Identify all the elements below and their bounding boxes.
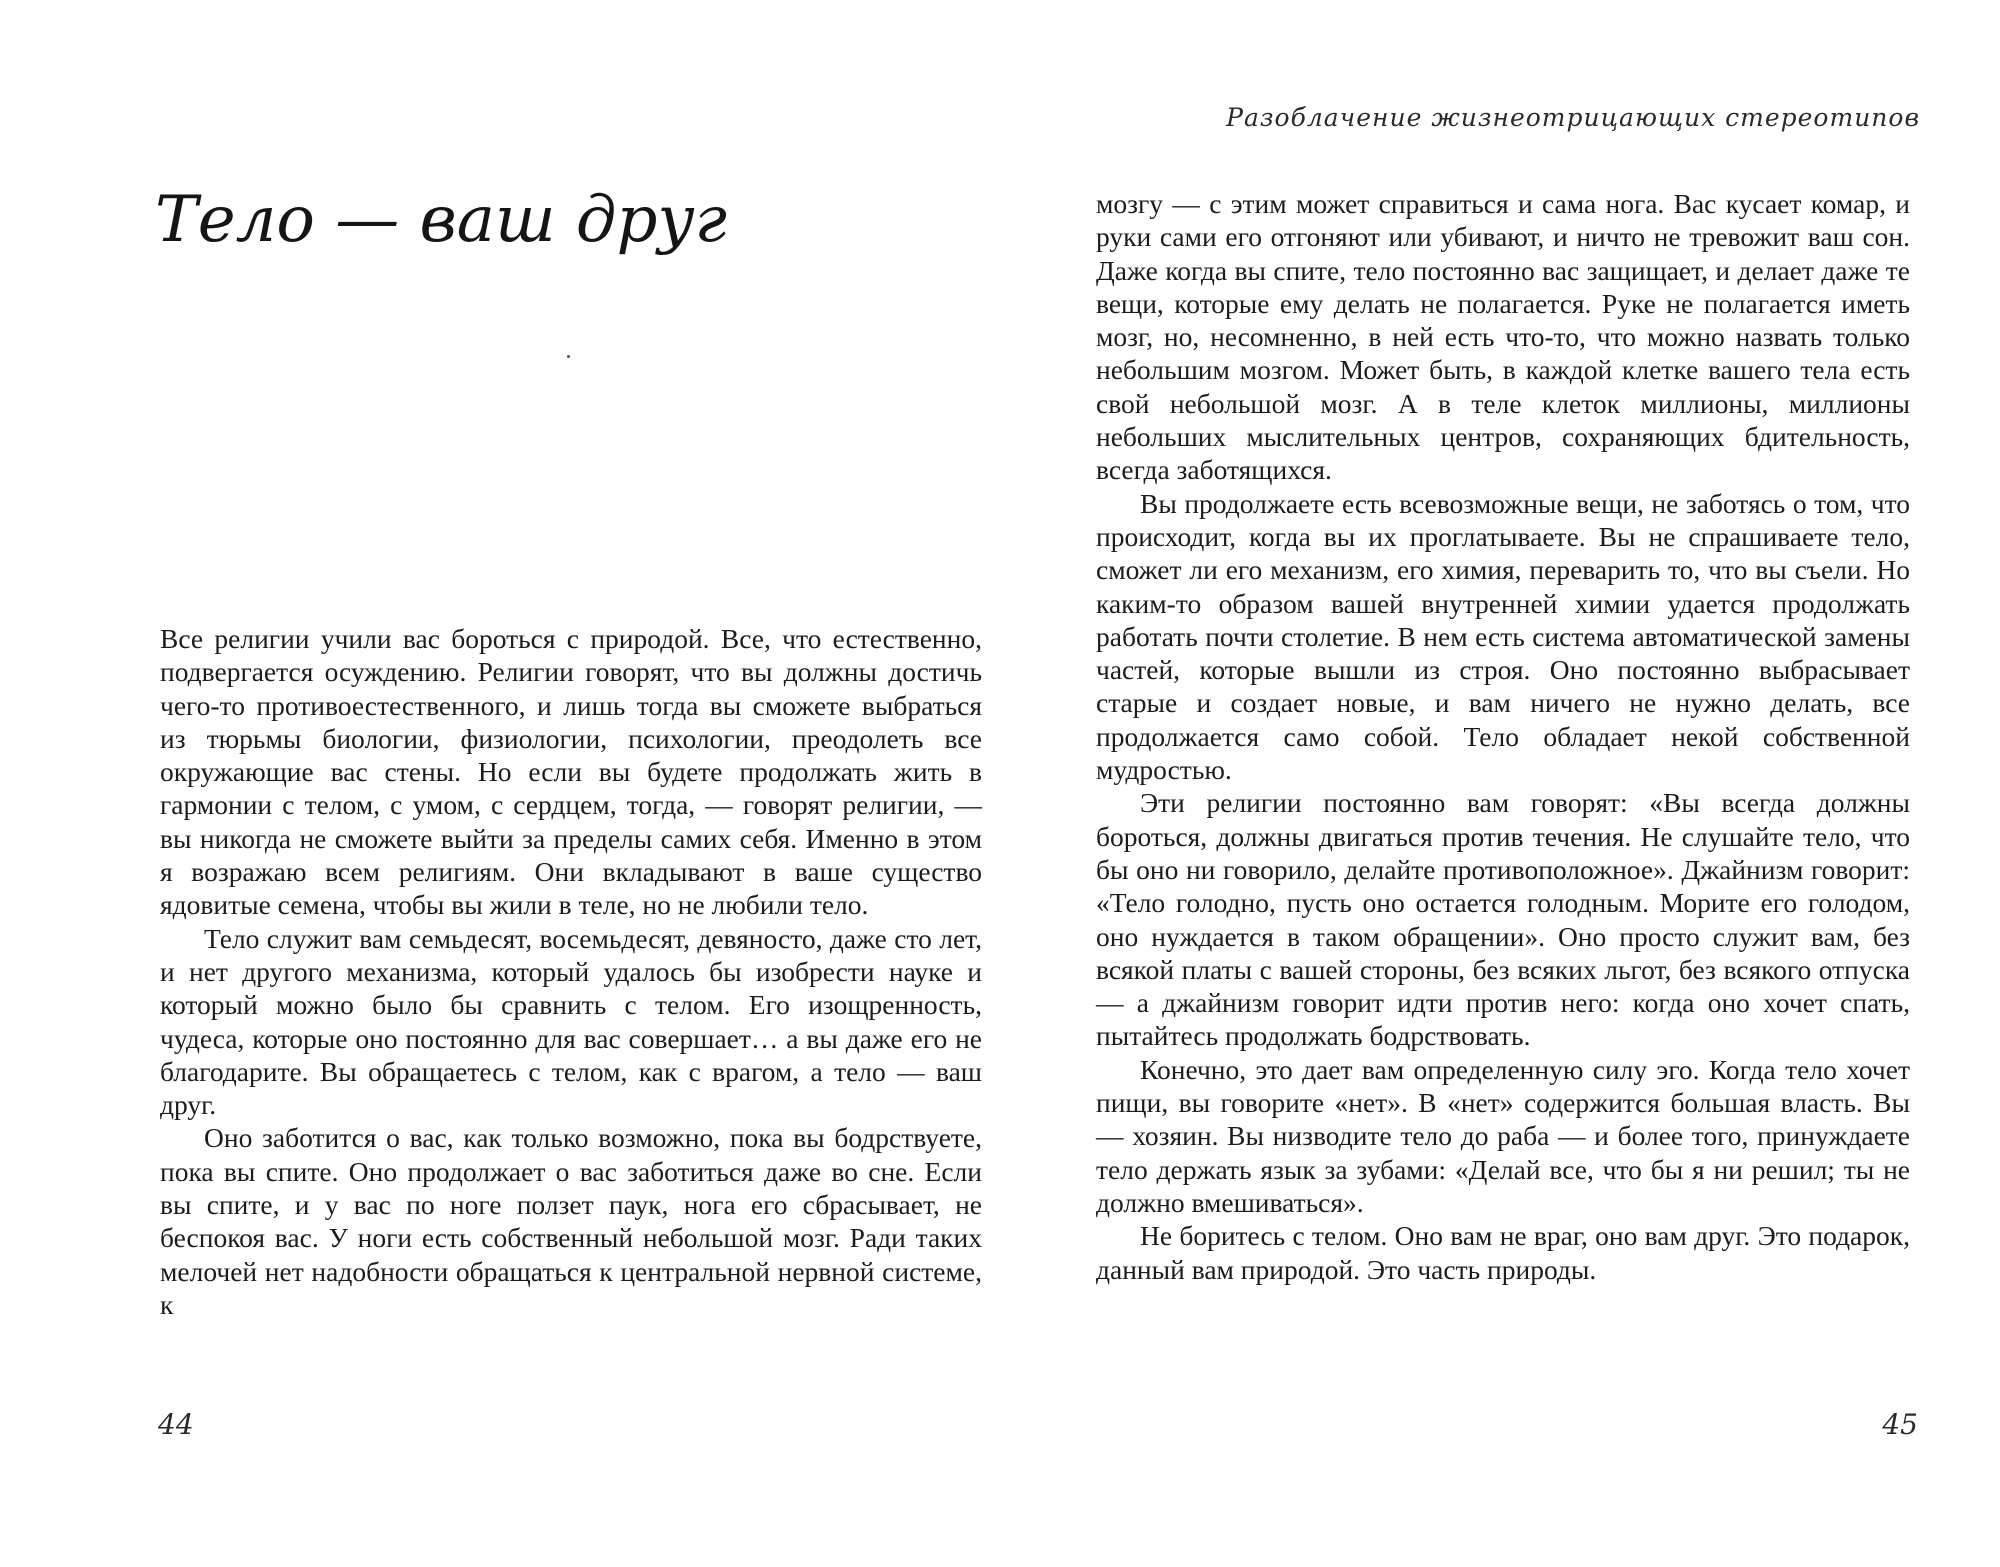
chapter-title: Тело — ваш друг [155, 183, 727, 257]
paragraph: мозгу — с этим может справиться и сама нога. Вас кусает комар, и руки сами его отгоняют или убивают, и ничто не тревожит ваш сон. Даже когда вы спите, тело постоянно вас защищает, и делает даже те вещи, которые ему делать не полагается. Руке не полагается иметь мозг, но, несомненно, в ней есть что-то, что можно назвать только небольшим мозгом. Может быть, в каждой клетке вашего тела есть свой небольшой мозг. А в теле клеток миллионы, миллионы небольших мыслительных центров, сохраняющих бдительность, всегда заботящихся. [1096, 188, 1910, 486]
left-body-text [160, 622, 982, 1321]
print-speck [567, 355, 570, 358]
paragraph: Тело служит вам семьдесят, восемьдесят, девяносто, даже сто лет, и нет другого механизма, который удалось бы изобрести науке и который можно было бы сравнить с телом. Его изощренность, чудеса, которые оно постоянно для вас совершает… а вы даже его не благодарите. Вы обращаетесь с телом, как с врагом, а тело — ваш друг. [160, 922, 982, 1121]
running-head: Разоблачение жизнеотрицающих стереотипов [1226, 103, 1920, 132]
paragraph: Конечно, это дает вам определенную силу эго. Когда тело хочет пищи, вы говорите «нет». В «нет» содержится большая власть. Вы — хозяин. Вы низводите тело до раба — и более того, принуждаете тело держать язык за зубами: «Делай все, что бы я ни решил; ты не должно вмешиваться». [1096, 1053, 1910, 1218]
page-number-left: 44 [158, 1408, 194, 1441]
right-body-text [1096, 187, 1910, 1286]
paragraph: Эти религии постоянно вам говорят: «Вы всегда должны бороться, должны двигаться против течения. Не слушайте тело, что бы оно ни говорило, делайте противоположное». Джайнизм говорит: «Тело голодно, пусть оно остается голодным. Морите его голодом, оно нуждается в таком обращении». Оно просто служит вам, без всякой платы с вашей стороны, без всяких льгот, без всякого отпуска — а джайнизм говорит идти против него: когда оно хочет спать, пытайтесь продолжать бодрствовать. [1096, 787, 1910, 1052]
page-number-right: 45 [1882, 1408, 1918, 1441]
paragraph: Вы продолжаете есть всевозможные вещи, не заботясь о том, что происходит, когда вы их проглатываете. Вы не спрашиваете тело, сможет ли его механизм, его химия, переварить то, что вы съели. Но каким-то образом вашей внутренней химии удается продолжать работать почти столетие. В нем есть система автоматической замены частей, которые вышли из строя. Оно постоянно выбрасывает старые и создает новые, и вам ничего не нужно делать, все продолжается само собой. Тело обладает некой собственной мудростью. [1096, 487, 1910, 786]
paragraph: Не боритесь с телом. Оно вам не враг, оно вам друг. Это подарок, данный вам природой. Это часть природы. [1096, 1220, 1910, 1285]
paragraph: Все религии учили вас бороться с природой. Все, что естественно, подвергается осуждению. Религии говорят, что вы должны достичь чего-то противоестественного, и лишь тогда вы сможете выбраться из тюрьмы биологии, физиологии, психологии, преодолеть все окружающие вас стены. Но если вы будете продолжать жить в гармонии с телом, с умом, с сердцем, тогда, — говорят религии, — вы никогда не сможете выйти за пределы самих себя. Именно в этом я возражаю всем религиям. Они вкладывают в ваше существо ядовитые семена, чтобы вы жили в теле, но не любили тело. [160, 623, 982, 921]
paragraph: Оно заботится о вас, как только возможно, пока вы бодрствуете, пока вы спите. Оно продолжает о вас заботиться даже во сне. Если вы спите, и у вас по ноге ползет паук, нога его сбрасывает, не беспокоя вас. У ноги есть собственный небольшой мозг. Ради таких мелочей нет надобности обращаться к центральной нервной системе, к [160, 1122, 982, 1320]
right-page [1000, 0, 2000, 1567]
